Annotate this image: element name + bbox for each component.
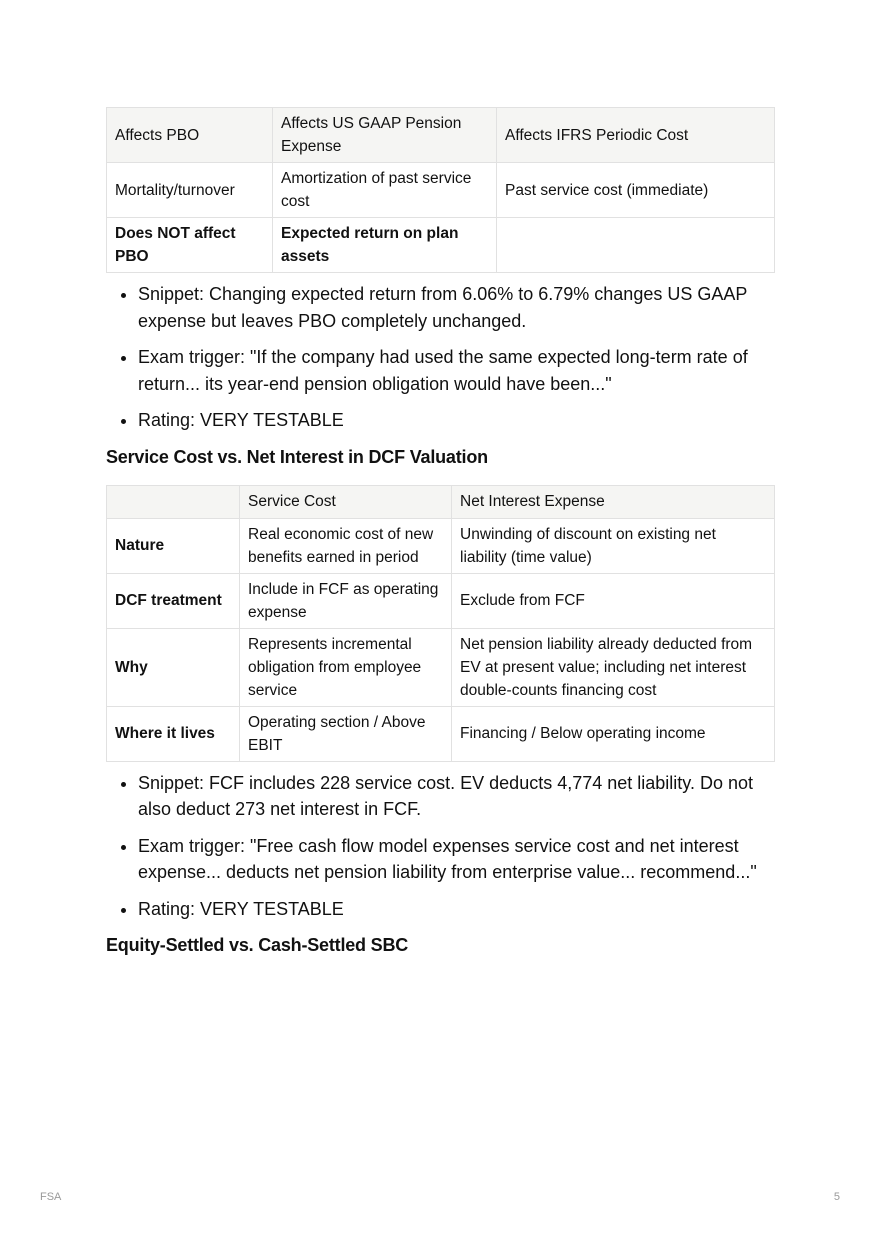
table-cell: Unwinding of discount on existing net liability (time value) <box>452 518 775 573</box>
table-cell: Amortization of past service cost <box>273 163 497 218</box>
table-cell: DCF treatment <box>107 573 240 628</box>
table-cell: Mortality/turnover <box>107 163 273 218</box>
table-cell: Operating section / Above EBIT <box>240 706 452 761</box>
table-header-cell: Affects PBO <box>107 108 273 163</box>
section-heading: Service Cost vs. Net Interest in DCF Valuation <box>106 446 488 467</box>
list-item: • Rating: VERY TESTABLE <box>138 407 774 434</box>
table-row <box>107 628 775 706</box>
table-row <box>107 163 775 218</box>
table-header-cell: Affects US GAAP Pension Expense <box>273 108 497 163</box>
table-cell: Net pension liability already deducted from EV at present value; including net interest double-counts financing cost <box>452 628 775 706</box>
table-cell <box>497 218 775 273</box>
dcf-comparison-table <box>106 485 775 762</box>
page-content <box>106 107 774 958</box>
table-cell: Past service cost (immediate) <box>497 163 775 218</box>
table-header-row <box>107 485 775 518</box>
table-cell: Represents incremental obligation from employee service <box>240 628 452 706</box>
footer-label: FSA <box>40 1191 62 1203</box>
bullet-list <box>106 281 774 434</box>
table-header-row <box>107 108 775 163</box>
table-row <box>107 218 775 273</box>
table-cell: Real economic cost of new benefits earned in period <box>240 518 452 573</box>
table-cell: Expected return on plan assets <box>273 218 497 273</box>
pension-effects-table <box>106 107 775 273</box>
page-number: 5 <box>833 1191 840 1203</box>
table-header-cell <box>107 485 240 518</box>
table-cell: Does NOT affect PBO <box>107 218 273 273</box>
table-cell: Nature <box>107 518 240 573</box>
table-row <box>107 573 775 628</box>
section-heading: Equity-Settled vs. Cash-Settled SBC <box>106 935 409 955</box>
table-cell: Where it lives <box>107 706 240 761</box>
list-item: • Exam trigger: "Free cash flow model expenses service cost and net interest expense... deducts net pension liability from enterprise value... recommend..." <box>138 833 774 886</box>
list-item: • Snippet: Changing expected return from 6.06% to 6.79% changes US GAAP expense but leaves PBO completely unchanged. <box>138 281 774 334</box>
table-header-cell: Net Interest Expense <box>452 485 775 518</box>
table-row <box>107 706 775 761</box>
table-row <box>107 518 775 573</box>
table-header-cell: Service Cost <box>240 485 452 518</box>
table-cell: Include in FCF as operating expense <box>240 573 452 628</box>
list-item: • Snippet: FCF includes 228 service cost. EV deducts 4,774 net liability. Do not also deduct 273 net interest in FCF. <box>138 770 774 823</box>
list-item: • Rating: VERY TESTABLE <box>138 896 774 923</box>
table-cell: Exclude from FCF <box>452 573 775 628</box>
table-cell: Financing / Below operating income <box>452 706 775 761</box>
table-header-cell: Affects IFRS Periodic Cost <box>497 108 775 163</box>
bullet-list <box>106 770 774 923</box>
table-cell: Why <box>107 628 240 706</box>
list-item: • Exam trigger: "If the company had used the same expected long-term rate of return... its year-end pension obligation would have been..." <box>138 344 774 397</box>
